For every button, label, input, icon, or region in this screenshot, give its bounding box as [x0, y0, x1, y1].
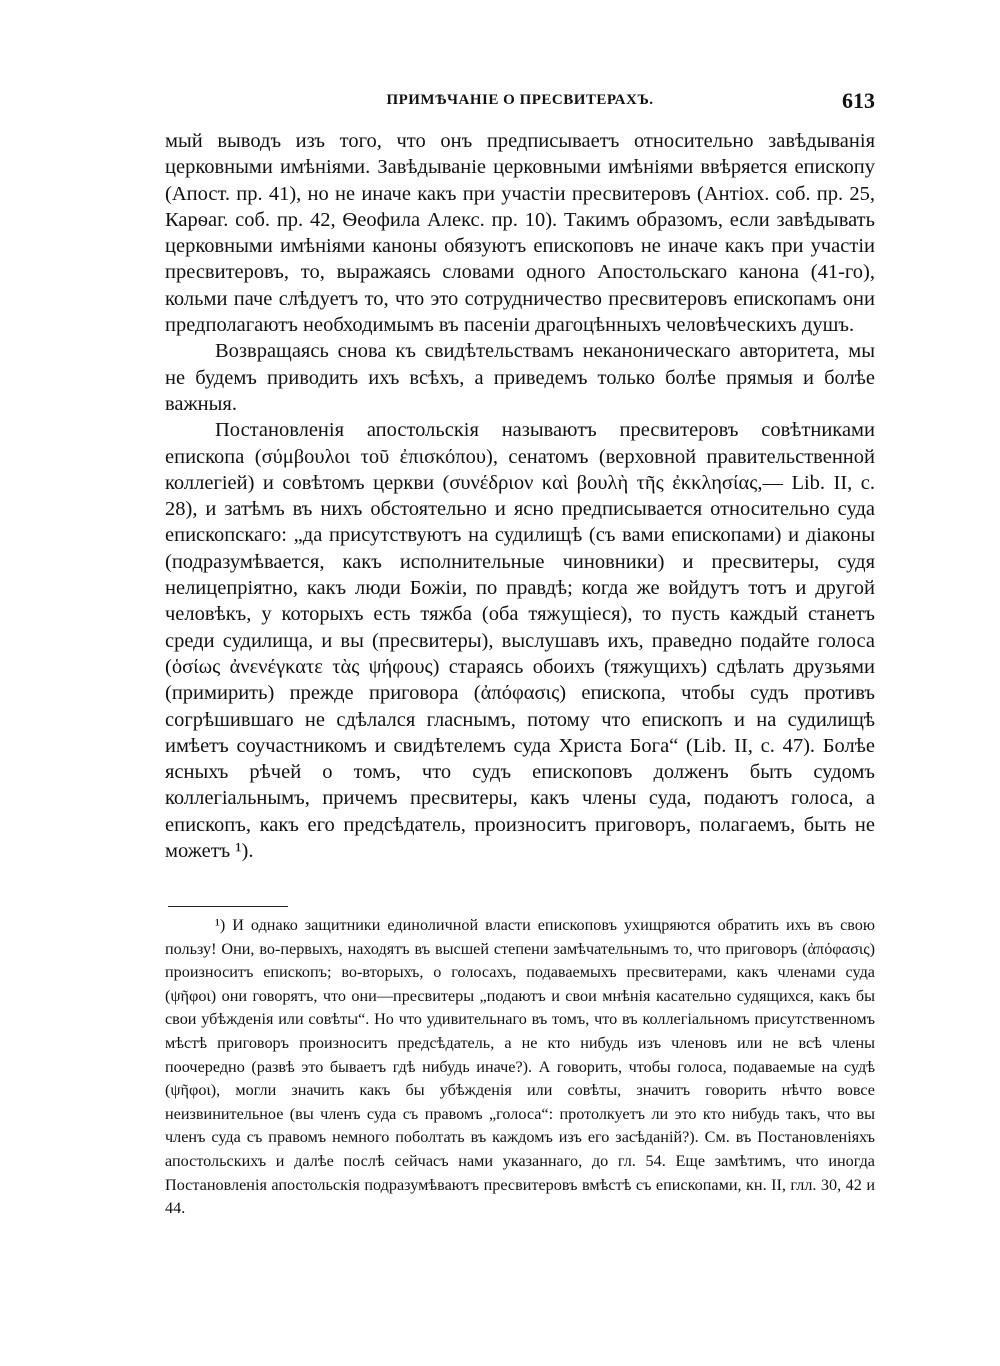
- paragraph-3: Постановленія апостольскія называютъ пресвитеровъ совѣтниками епископа (σύμβουλοι τοῦ ἐπισκόπου), сенатомъ (верховной правительственной коллегіей) и совѣтомъ церкви (συνέδριον καὶ βουλὴ τῆς ἐκκλησίας,— Lib. II, c. 28), и затѣмъ въ нихъ обстоятельно и ясно предписывается относительно суда епископскаго: „да присутствуютъ на судилищѣ (съ вами епископами) и діаконы (подразумѣвается, какъ исполнительные чиновники) и пресвитеры, судя нелицепріятно, какъ люди Божіи, по правдѣ; когда же войдутъ тотъ и другой человѣкъ, у которыхъ есть тяжба (оба тяжущіеся), то пусть каждый станетъ среди судилища, и вы (пресвитеры), выслушавъ ихъ, праведно подайте голоса (ὁσίως ἀνενέγκατε τὰς ψήφους) стараясь обоихъ (тяжущихъ) сдѣлать друзьями (примирить) прежде приговора (ἀπόφασις) епископа, чтобы судъ противъ согрѣшившаго не сдѣлался гласнымъ, потому что епископъ и на судилищѣ имѣетъ соучастникомъ и свидѣтелемъ суда Христа Бога“ (Lib. II, c. 47). Болѣе ясныхъ рѣчей о томъ, что судъ епископовъ долженъ быть судомъ коллегіальнымъ, причемъ пресвитеры, какъ члены суда, подаютъ голоса, а епископъ, какъ его предсѣдатель, произноситъ приговоръ, полагаемъ, быть не можетъ ¹).: [165, 419, 875, 863]
- footnote: ¹) И однако защитники единоличной власти епископовъ ухищряются обратить ихъ въ свою пользу! Они, во-первыхъ, находятъ въ высшей степени замѣчательнымъ то, что приговоръ (ἀπόφασις) произноситъ епископъ; во-вторыхъ, о голосахъ, подаваемыхъ пресвитерами, какъ членами суда (ψῆφοι) они говорятъ, что они—пресвитеры „подаютъ и свои мнѣнія касательно судящихся, какъ бы свои убѣжденія или совѣты“. Но что удивительнаго въ томъ, что въ коллегіальномъ присутственномъ мѣстѣ приговоръ произноситъ предсѣдатель, а не кто нибудь изъ членовъ или не всѣ члены поочередно (развѣ это бываетъ гдѣ нибудь иначе?). А говорить, чтобы голоса, подаваемые на судѣ (ψῆφοι), могли значить какъ бы убѣжденія или совѣты, значитъ говорить нѣчто вовсе неизвинительное (вы членъ суда съ правомъ „голоса“: протолкуетъ ли это кто нибудь такъ, что вы членъ суда съ правомъ немного поболтать въ каждомъ изъ его засѣданій?). См. въ Постановленіяхъ апостольскихъ и далѣе послѣ сейчасъ нами указаннаго, до гл. 54. Еще замѣтимъ, что иногда Постановленія апостольскія подразумѣваютъ пресвитеровъ вмѣстѣ съ епископами, кн. II, глл. 30, 42 и 44.: [165, 916, 875, 1218]
- running-title: ПРИМѢЧАНІЕ О ПРЕСВИТЕРАХЪ.: [386, 92, 654, 108]
- running-header: [165, 88, 875, 118]
- paragraph-1: мый выводъ изъ того, что онъ предписываетъ относительно завѣдыванія церковными имѣніями. Завѣдываніе церковными имѣніями ввѣряется епископу (Апост. пр. 41), но не иначе какъ при участіи пресвитеровъ (Антіох. соб. пр. 25, Карѳаг. соб. пр. 42, Ѳеофила Алекс. пр. 10). Такимъ образомъ, если завѣдывать церковными имѣніями каноны обязуютъ епископовъ не иначе какъ при участіи пресвитеровъ, то, выражаясь словами одного Апостольскаго канона (41-го), кольми паче слѣдуетъ то, что это сотрудничество пресвитеровъ епископамъ они предполагаютъ необходимымъ въ пасеніи драгоцѣнныхъ человѣческихъ душъ.: [165, 130, 875, 337]
- page-number: 613: [842, 88, 875, 113]
- paragraph-2: Возвращаясь снова къ свидѣтельствамъ неканоническаго авторитета, мы не будемъ приводить ихъ всѣхъ, а приведемъ только болѣе прямыя и болѣе важныя.: [165, 340, 875, 415]
- footnote-divider: [168, 906, 288, 907]
- main-text: [165, 128, 875, 864]
